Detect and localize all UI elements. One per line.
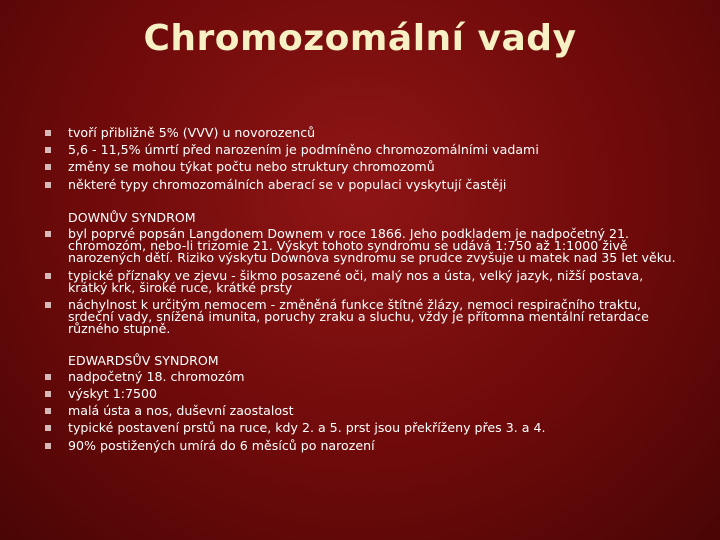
edwards-syndrome-section: [42, 352, 682, 453]
list-item: náchylnost k určitým nemocem - změněná funkce štítné žlázy, nemoci respiračního traktu, srdeční vady, snížená imunita, poruchy zraku a sluchu, vždy je přítomna mentální retardace různého stupně.: [42, 299, 682, 336]
list-item: typické příznaky ve zjevu - šikmo posazené oči, malý nos a ústa, velký jazyk, nižší postava, krátký krk, široké ruce, krátké prsty: [42, 270, 682, 294]
square-bullet-icon: [45, 391, 51, 397]
square-bullet-icon: [45, 164, 51, 170]
square-bullet-icon: [45, 443, 51, 449]
list-item: 90% postižených umírá do 6 měsíců po narození: [42, 440, 682, 452]
square-bullet-icon: [45, 302, 51, 308]
square-bullet-icon: [45, 273, 51, 279]
list-item: 5,6 - 11,5% úmrtí před narozením je podmíněno chromozomálními vadami: [42, 144, 682, 156]
list-item: tvoří přibližně 5% (VVV) u novorozenců: [42, 127, 682, 139]
square-bullet-icon: [45, 130, 51, 136]
square-bullet-icon: [45, 374, 51, 380]
list-item: byl poprvé popsán Langdonem Downem v roce 1866. Jeho podkladem je nadpočetný 21. chromozóm, nebo-li trizomie 21. Výskyt tohoto syndromu se udává 1:750 až 1:1000 živě narozených dětí. Riziko výskytu Downova syndromu se prudce zvyšuje u matek nad 35 let věku.: [42, 228, 682, 265]
list-item: typické postavení prstů na ruce, kdy 2. a 5. prst jsou překříženy přes 3. a 4.: [42, 422, 682, 434]
square-bullet-icon: [45, 182, 51, 188]
down-syndrome-section: [42, 209, 682, 337]
list-item: nadpočetný 18. chromozóm: [42, 371, 682, 383]
section-heading: EDWARDSŮV SYNDROM: [68, 352, 219, 368]
list-item: malá ústa a nos, duševní zaostalost: [42, 405, 682, 417]
section-heading: DOWNŮV SYNDROM: [68, 209, 196, 225]
slide-title: Chromozomální vady: [143, 18, 577, 59]
list-item: výskyt 1:7500: [42, 388, 682, 400]
list-item: změny se mohou týkat počtu nebo struktury chromozomů: [42, 161, 682, 173]
square-bullet-icon: [45, 408, 51, 414]
square-bullet-icon: [45, 425, 51, 431]
square-bullet-icon: [45, 231, 51, 237]
list-item: některé typy chromozomálních aberací se v populaci vyskytují častěji: [42, 179, 682, 191]
square-bullet-icon: [45, 147, 51, 153]
slide-content: [42, 127, 682, 457]
intro-list: [42, 127, 682, 191]
